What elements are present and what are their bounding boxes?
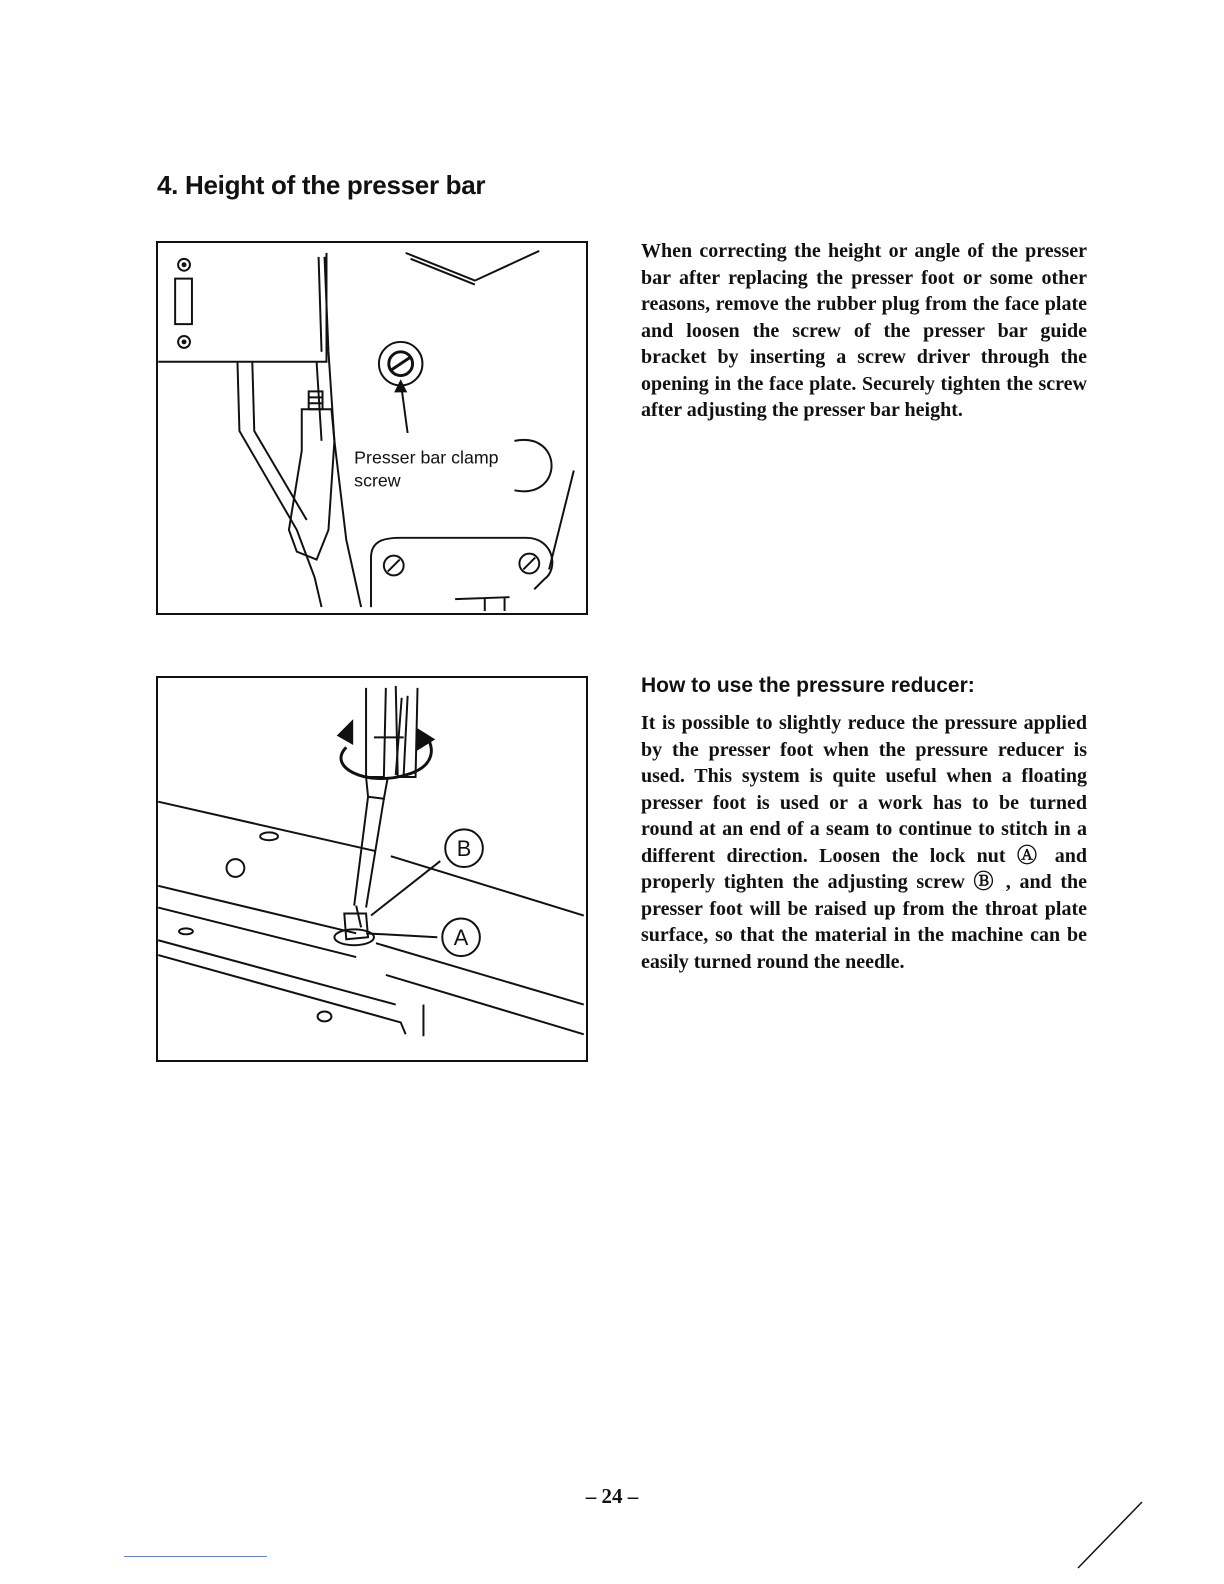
page-number: – 24 –: [585, 1484, 639, 1508]
footer-rule: [124, 1556, 267, 1557]
figure2-label-b: B: [456, 836, 472, 862]
presser-bar-illustration: [158, 243, 586, 613]
figure1-label-line2: screw: [354, 470, 401, 491]
corner-scan-mark: [1070, 1500, 1150, 1570]
section-paragraph: When correcting the height or angle of the presser bar after replacing the presser foot or some other reasons, remove the rubber plug from the face plate and loosen the screw of the presser bar guide bracket by inserting a screw driver through the opening in the face plate. Securely tighten the screw after adjusting the presser bar height.: [641, 240, 1087, 421]
pressure-reducer-illustration: [158, 678, 586, 1060]
figure1-label-line1: Presser bar clamp: [354, 447, 499, 468]
subsection-paragraph: It is possible to slightly reduce the pressure applied by the presser foot when the pressure reducer is used. This system is quite useful when a floating presser foot is used or a work has to be turned round at an end of a seam to continue to stitch in a different direction. Loosen the lock nut Ⓐ and properly tighten the adjusting screw Ⓑ , and the presser foot will be raised up from the throat plate surface, so that the material in the machine can be easily turned round the needle.: [641, 712, 1087, 973]
section-heading: 4. Height of the presser bar: [157, 170, 486, 200]
pressure-reducer-figure: [156, 676, 588, 1062]
figure2-label-a: A: [453, 925, 469, 951]
presser-bar-clamp-figure: [156, 241, 588, 615]
subsection-heading: How to use the pressure reducer:: [641, 674, 975, 697]
